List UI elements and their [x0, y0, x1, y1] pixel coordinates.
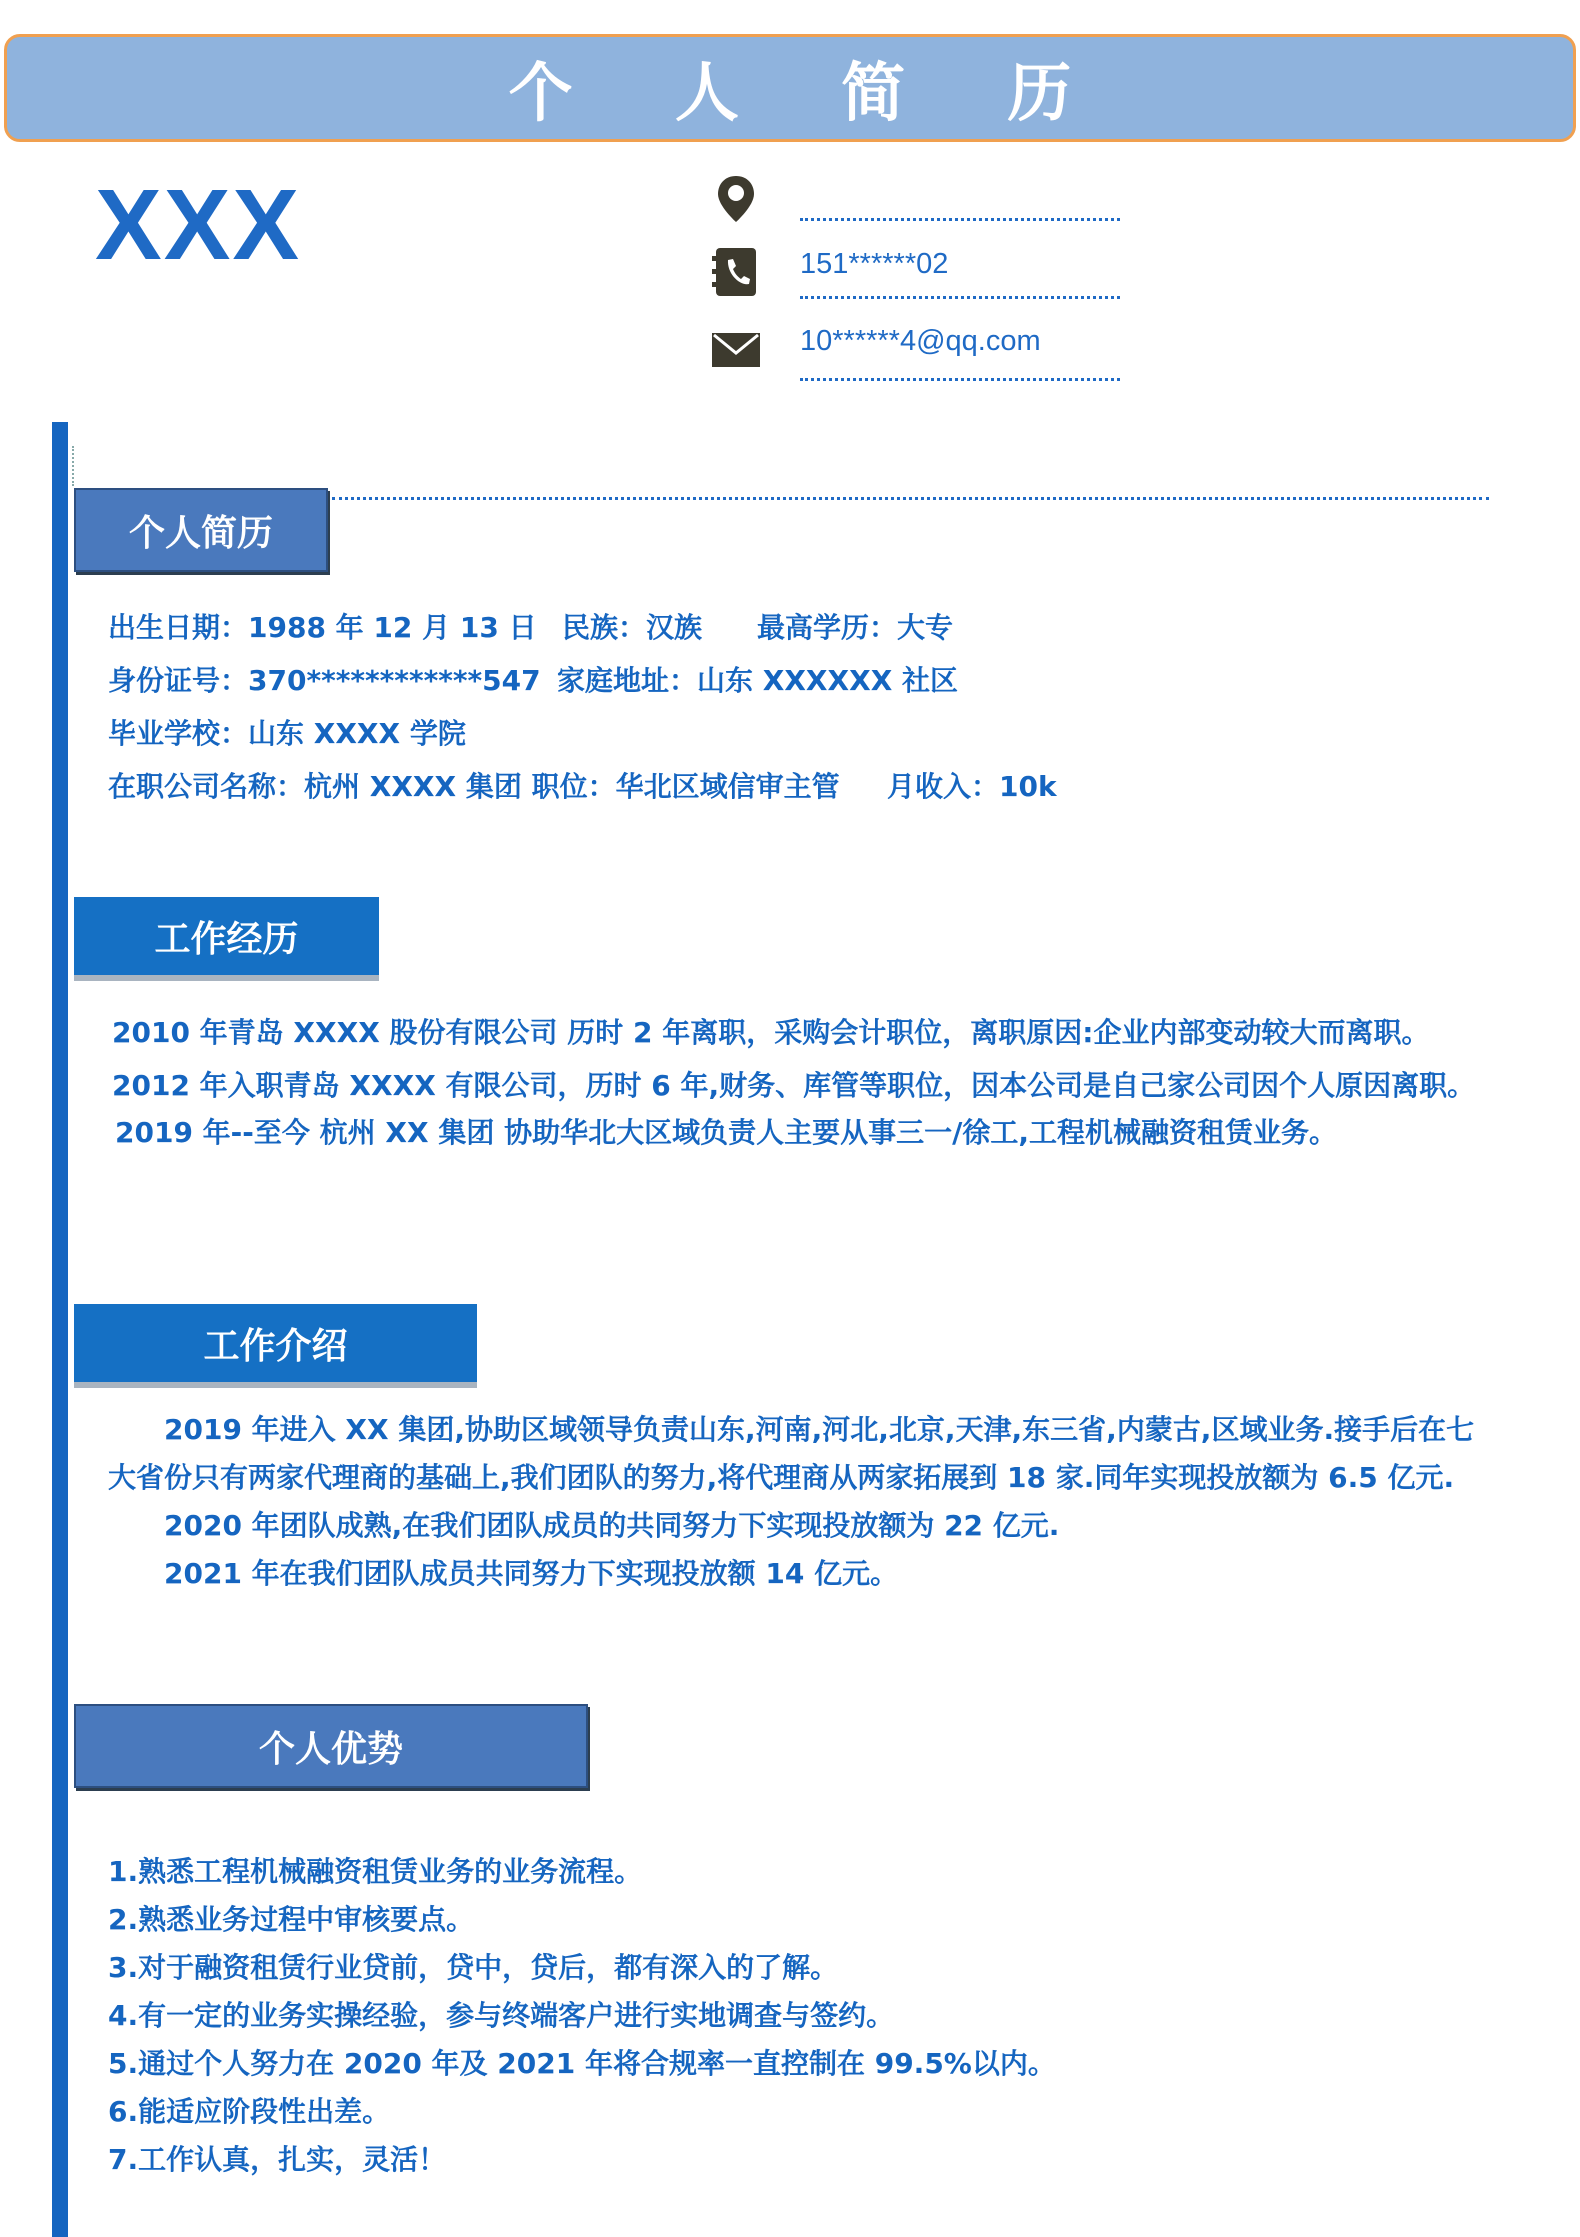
section-divider [332, 497, 1489, 500]
personal-school: 毕业学校：山东 XXXX 学院 [108, 717, 466, 750]
mail-icon [710, 323, 762, 375]
section-title: 个人优势 [258, 1728, 403, 1770]
work-intro-paragraph: 2019 年进入 XX 集团,协助区域领导负责山东,河南,河北,北京,天津,东三省,内蒙古,区域业务.接手后在七大省份只有两家代理商的基础上,我们团队的努力,将代理商从两家拓展到 18 家.同年实现投放额为 6.5 亿元. [108, 1413, 1475, 1494]
strength-item: 4.有一定的业务实操经验，参与终端客户进行实地调查与签约。 [108, 1999, 895, 2032]
address-underline [800, 218, 1120, 221]
email-value: 10******4@qq.com [800, 325, 1041, 357]
work-intro-paragraph: 2020 年团队成熟,在我们团队成员的共同努力下实现投放额为 22 亿元. [164, 1509, 1060, 1542]
page-title: 个 人 简 历 [508, 57, 1112, 131]
strength-item: 6.能适应阶段性出差。 [108, 2095, 391, 2128]
strength-item: 2.熟悉业务过程中审核要点。 [108, 1903, 475, 1936]
work-history-item: 2019 年--至今 杭州 XX 集团 协助华北大区域负责人主要从事三一/徐工,工程机械融资租赁业务。 [115, 1116, 1337, 1149]
email-underline [800, 378, 1120, 381]
work-intro-paragraph: 2021 年在我们团队成员共同努力下实现投放额 14 亿元。 [164, 1557, 899, 1590]
personal-education: 最高学历：大专 [757, 611, 954, 644]
section-title: 个人简历 [128, 512, 273, 554]
personal-income: 月收入：10k [887, 770, 1057, 803]
section-title: 工作经历 [154, 918, 299, 960]
phone-icon [710, 246, 762, 298]
title-banner [4, 34, 1576, 142]
personal-company-position: 在职公司名称：杭州 XXXX 集团 职位：华北区域信审主管 [108, 770, 840, 803]
strength-item: 1.熟悉工程机械融资租赁业务的业务流程。 [108, 1855, 643, 1888]
section-title: 工作介绍 [203, 1325, 348, 1367]
section-header-work-history [74, 897, 379, 981]
applicant-name: XXX [95, 169, 302, 281]
timeline-marker [72, 446, 82, 486]
personal-address: 家庭地址：山东 XXXXXX 社区 [557, 664, 959, 697]
work-intro-body [108, 1406, 1500, 1598]
personal-ethnicity: 民族：汉族 [562, 611, 703, 644]
section-header-work-intro [74, 1304, 477, 1388]
phone-underline [800, 296, 1120, 299]
personal-birthdate: 出生日期：1988 年 12 月 13 日 [108, 611, 537, 644]
strength-item: 7.工作认真，扎实，灵活！ [108, 2143, 447, 2176]
timeline-bar [52, 422, 68, 2237]
strength-item: 3.对于融资租赁行业贷前，贷中，贷后，都有深入的了解。 [108, 1951, 839, 1984]
location-pin-icon [710, 172, 762, 224]
personal-id-number: 身份证号：370************547 [108, 664, 541, 697]
phone-value: 151******02 [800, 248, 949, 280]
work-history-item: 2010 年青岛 XXXX 股份有限公司 历时 2 年离职，采购会计职位，离职原因:企业内部变动较大而离职。 [112, 1016, 1430, 1049]
work-history-item: 2012 年入职青岛 XXXX 有限公司，历时 6 年,财务、库管等职位，因本公司是自己家公司因个人原因离职。 [112, 1069, 1476, 1102]
strength-item: 5.通过个人努力在 2020 年及 2021 年将合规率一直控制在 99.5%以内。 [108, 2047, 1056, 2080]
section-header-personal [74, 488, 328, 572]
section-header-strengths [74, 1704, 588, 1788]
